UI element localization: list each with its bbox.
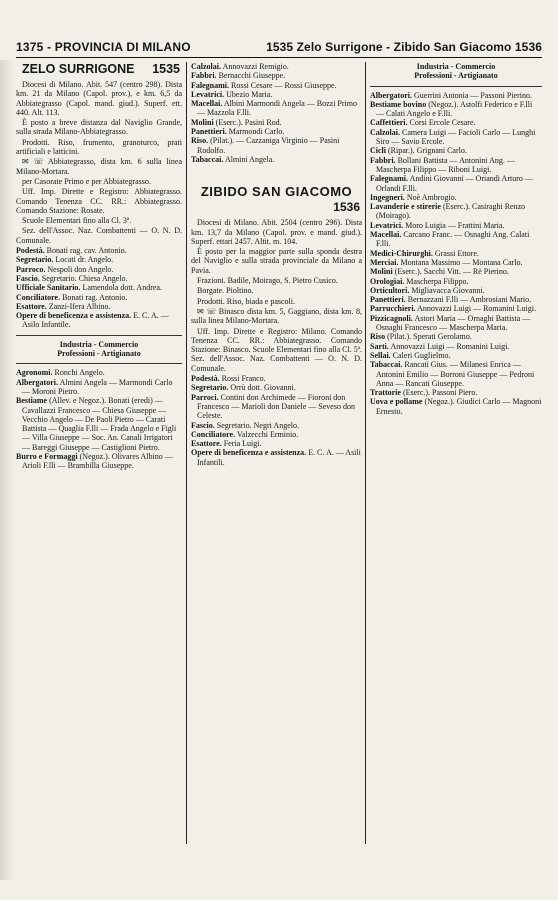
description-paragraph: Uff. Imp. Dirette e Registro: Abbiategrasso. Comando Tenenza CC. RR.: Abbiategrasso. Comando Stazione: Rosate. [16,187,182,215]
description-paragraph: ✉ ☏ Binasco dista km. 5, Gaggiano, dista km. 8, sulla linea Milano-Mortara. [191,306,362,326]
listing-entry: Calzolai. Camera Luigi — Facioli Carlo — Lunghi Siro — Savio Ercole. [370,127,536,147]
listing-entry: Orticultori. Migliavacca Giovanni. [370,285,485,295]
official-entry: Fascio. Segretario. Chiesa Angelo. [16,273,128,283]
listing-entry: Riso (Pilat.). Sperati Gerolamo. [370,332,472,342]
listing-entry: Levatrici. Moro Luigia — Frattini Maria. [370,220,505,230]
listing-entry: Burro e Formaggi (Negoz.). Olivares Albino — Arioli F.lli — Brambilla Giuseppe. [16,451,173,471]
listing-entry: Uova e pollame (Negoz.). Giudici Carlo — Magnoni Ernesto. [370,397,542,416]
listing-entry: Caffettieri. Corsi Ercole Cesare. [370,118,476,128]
listing-entry: Albergatori. Guerrini Antonia — Passoni Pierino. [370,90,532,100]
description-paragraph: Prodotti. Riso, frumento, granoturco, prati artificiali e latticini. [16,137,182,157]
header-left: 1375 - PROVINCIA DI MILANO [16,40,191,54]
section-rule [16,335,182,336]
listing-entry: Levatrici. Ubezio Maria. [191,89,273,99]
listing-entry: Panettieri. Marmondi Carlo. [191,127,285,137]
municipality-number: 1536 [333,200,360,215]
official-entry: Ufficiale Sanitario. Lamendola dott. Andrea. [16,283,162,293]
listing-entry: Falegnami. Rossi Cesare — Rossi Giuseppe. [191,80,337,90]
listing-entry: Medici-Chirurghi. Grassi Ettore. [370,248,479,258]
description-paragraph: per Casorate Primo e per Abbiategrasso. [22,176,151,186]
listing-entry: Orologiai. Mascherpa Filippo. [370,276,469,286]
running-header [16,40,542,56]
official-entry: Podestà. Rossi Franco. [191,374,266,384]
listing-entry: Pizzicagnoli. Astori Maria — Ornaghi Battista — Osnaghi Francesco — Mascherpa Maria. [370,313,531,333]
listing-entry: Bestiame bovino (Negoz.). Astolfi Federico e F.lli — Calati Angelo e F.lli. [370,99,533,119]
listing-entry: Tabaccai. Almini Angela. [191,154,275,164]
listing-entry: Macellai. Carcano Franc. — Osnaghi Ang. Calati F.lli. [370,230,530,249]
official-entry: Esattore. Feria Luigi. [191,439,262,449]
listing-entry: Tabaccai. Rancati Gius. — Milanesi Enrica — Antonini Emilio — Borroni Giuseppe — Pedroni Anna — Rancati Giuseppe. [370,360,535,388]
description-paragraph: Prodotti. Riso, biada e pascoli. [197,296,295,306]
column-divider-2 [365,62,366,844]
official-entry: Podestà. Bonati rag. cav. Antonio. [16,246,127,256]
official-entry: Conciliatore. Valzecchi Erminio. [191,429,299,439]
municipality-number: 1535 [152,62,180,76]
official-entry: Esattore. Zanzi-Ifera Albino. [16,301,111,311]
official-entry: Segretario. Locati dr. Angelo. [16,255,114,265]
column-zibido-listings [370,62,542,416]
listing-entry: Albergatori. Almini Angela — Marmondi Carlo — Moroni Pietro. [16,377,173,396]
section-heading: Professioni - Artigianato [57,349,141,359]
description-paragraph: Sez. dell'Assoc. Naz. Combattenti — O. N. D. Comunale. [16,226,182,245]
section-heading: Professioni - Artigianato [414,71,498,81]
listing-entry: Lavanderie e stirerie (Eserc.). Casiraghi Renzo (Moirago). [370,202,526,221]
official-entry: Parroci. Contini don Archimede — Fioroni don Francesco — Marioli don Daniele — Seveso don Celeste. [191,392,355,421]
section-heading: Industria - Commercio [59,339,139,349]
section-rule [370,86,542,87]
official-entry: Segretario. Orrù dott. Giovanni. [191,383,296,393]
page-gutter-shadow [0,60,14,880]
listing-entry: Molini (Eserc.). Sacchi Vitt. — Rè Pierino. [370,267,509,277]
listing-entry: Macellai. Albini Marmondi Angela — Bozzi Primo — Mazzola F.lli. [191,99,357,118]
municipality-title: ZELO SURRIGONE [22,62,135,76]
column-divider-1 [186,62,187,844]
official-entry: Parroco. Nespoli don Angelo. [16,264,114,274]
listing-entry: Calzolai. Annovazzi Remigio. [191,62,289,71]
listing-entry: Molini (Eserc.). Pasini Rod. [191,117,282,127]
header-rule [16,57,542,58]
column-zelo-surrigone [16,62,182,471]
section-heading: Industria - Commercio [416,62,496,71]
description-paragraph: ✉ ☏ Abbiategrasso, dista km. 6 sulla linea Milano-Mortara. [16,157,182,176]
listing-entry: Riso. (Pilat.). — Cazzaniga Virginio — Pasini Rodolfo. [191,136,340,155]
official-entry: Opere di beneficenza e assistenza. E. C. A. — Asili Infantili. [191,448,361,467]
listing-entry: Panettieri. Bernazzani F.lli — Ambrosiani Mario. [370,295,532,305]
description-paragraph: Scuole Elementari fino alla Cl. 3ª. [22,216,132,226]
listing-entry: Cicli (Ripar.). Grignani Carlo. [370,146,467,156]
description-paragraph: Frazioni. Badile, Moirago, S. Pietro Cusico. [197,276,338,286]
official-entry: Conciliatore. Bonati rag. Antonio. [16,292,128,302]
header-right: 1535 Zelo Surrigone - Zibido San Giacomo 1536 [266,40,542,54]
listing-entry: Merciai. Montana Massimo — Montana Carlo. [370,257,523,267]
listing-entry: Bestiame (Allev. e Negoz.). Bonati (eredi) — Cavallazzi Francesco — Chiesa Giuseppe — Vecchio Angelo — De Paoli Pietro — Carati Battista — Quaglia F.lli — Frada Angelo e Figli — Villa Giuseppe — Soc. An. Canali Irrigatori — Bareggi Giuseppe — Castiglioni Pietro. [16,396,177,452]
official-entry: Opere di beneficenza e assistenza. E. C. A. — Asilo Infantile. [16,311,169,330]
description-paragraph: Uff. Imp. Dirette e Registro: Milano. Comando Tenenza CC. RR.: Abbiategrasso. Comando Stazione: Binasco. Scuole Elementari fino alla Cl. 5ª. Sez. dell'Assoc. Naz. Combattenti — O. N. D. Comunale. [191,326,362,373]
description-paragraph: È posto per la maggior parte sulla sponda destra del Naviglio e sulla strada provinciale da Milano a Pavia. [191,247,362,275]
description-paragraph: Diocesi di Milano. Abit. 547 (centro 298). Dista km. 21 da Milano (Capol. prov.), e km. 6,5 da Abbiategrasso (Capol. mand. giud.). Superf. ett. 440. Alt. 113. [16,80,182,117]
description-paragraph: Borgate. Pioltino. [197,286,254,296]
listing-entry: Sarti. Annovazzi Luigi — Romanini Luigi. [370,341,510,351]
listing-entry: Trattorie (Eserc.). Passoni Piero. [370,388,478,398]
municipality-title: ZIBIDO SAN GIACOMO [200,184,353,200]
column-zibido-san-giacomo [191,62,362,467]
description-paragraph: Diocesi di Milano. Abit. 2504 (centro 296). Dista km. 13,7 da Milano (Capol. prov. e mand. giud.). Superf. ettari 2457. Altit. m. 104. [191,218,362,246]
listing-entry: Sellai. Caleri Guglielmo. [370,350,451,360]
listing-entry: Parrucchieri. Annovazzi Luigi — Romanini Luigi. [370,304,536,314]
listing-entry: Falegnami. Andini Giovanni — Oriandi Arturo — Orlandi F.lli. [370,174,533,193]
listing-entry: Fabbri. Bernacchi Giuseppe. [191,71,286,81]
listing-entry: Ingegneri. Noè Ambrogio. [370,192,457,202]
listing-entry: Fabbri. Bollani Battista — Antonini Ang. — Mascherpa Filippo — Riboni Luigi. [370,155,515,174]
description-paragraph: È posto a breve distanza dal Naviglio Grande, sulla strada Milano-Abbiategrasso. [16,118,182,137]
official-entry: Fascio. Segretario. Negri Angelo. [191,420,299,430]
municipality-heading [16,62,182,77]
section-rule [16,363,182,364]
listing-entry: Agronomi. Ronchi Angelo. [16,368,105,378]
